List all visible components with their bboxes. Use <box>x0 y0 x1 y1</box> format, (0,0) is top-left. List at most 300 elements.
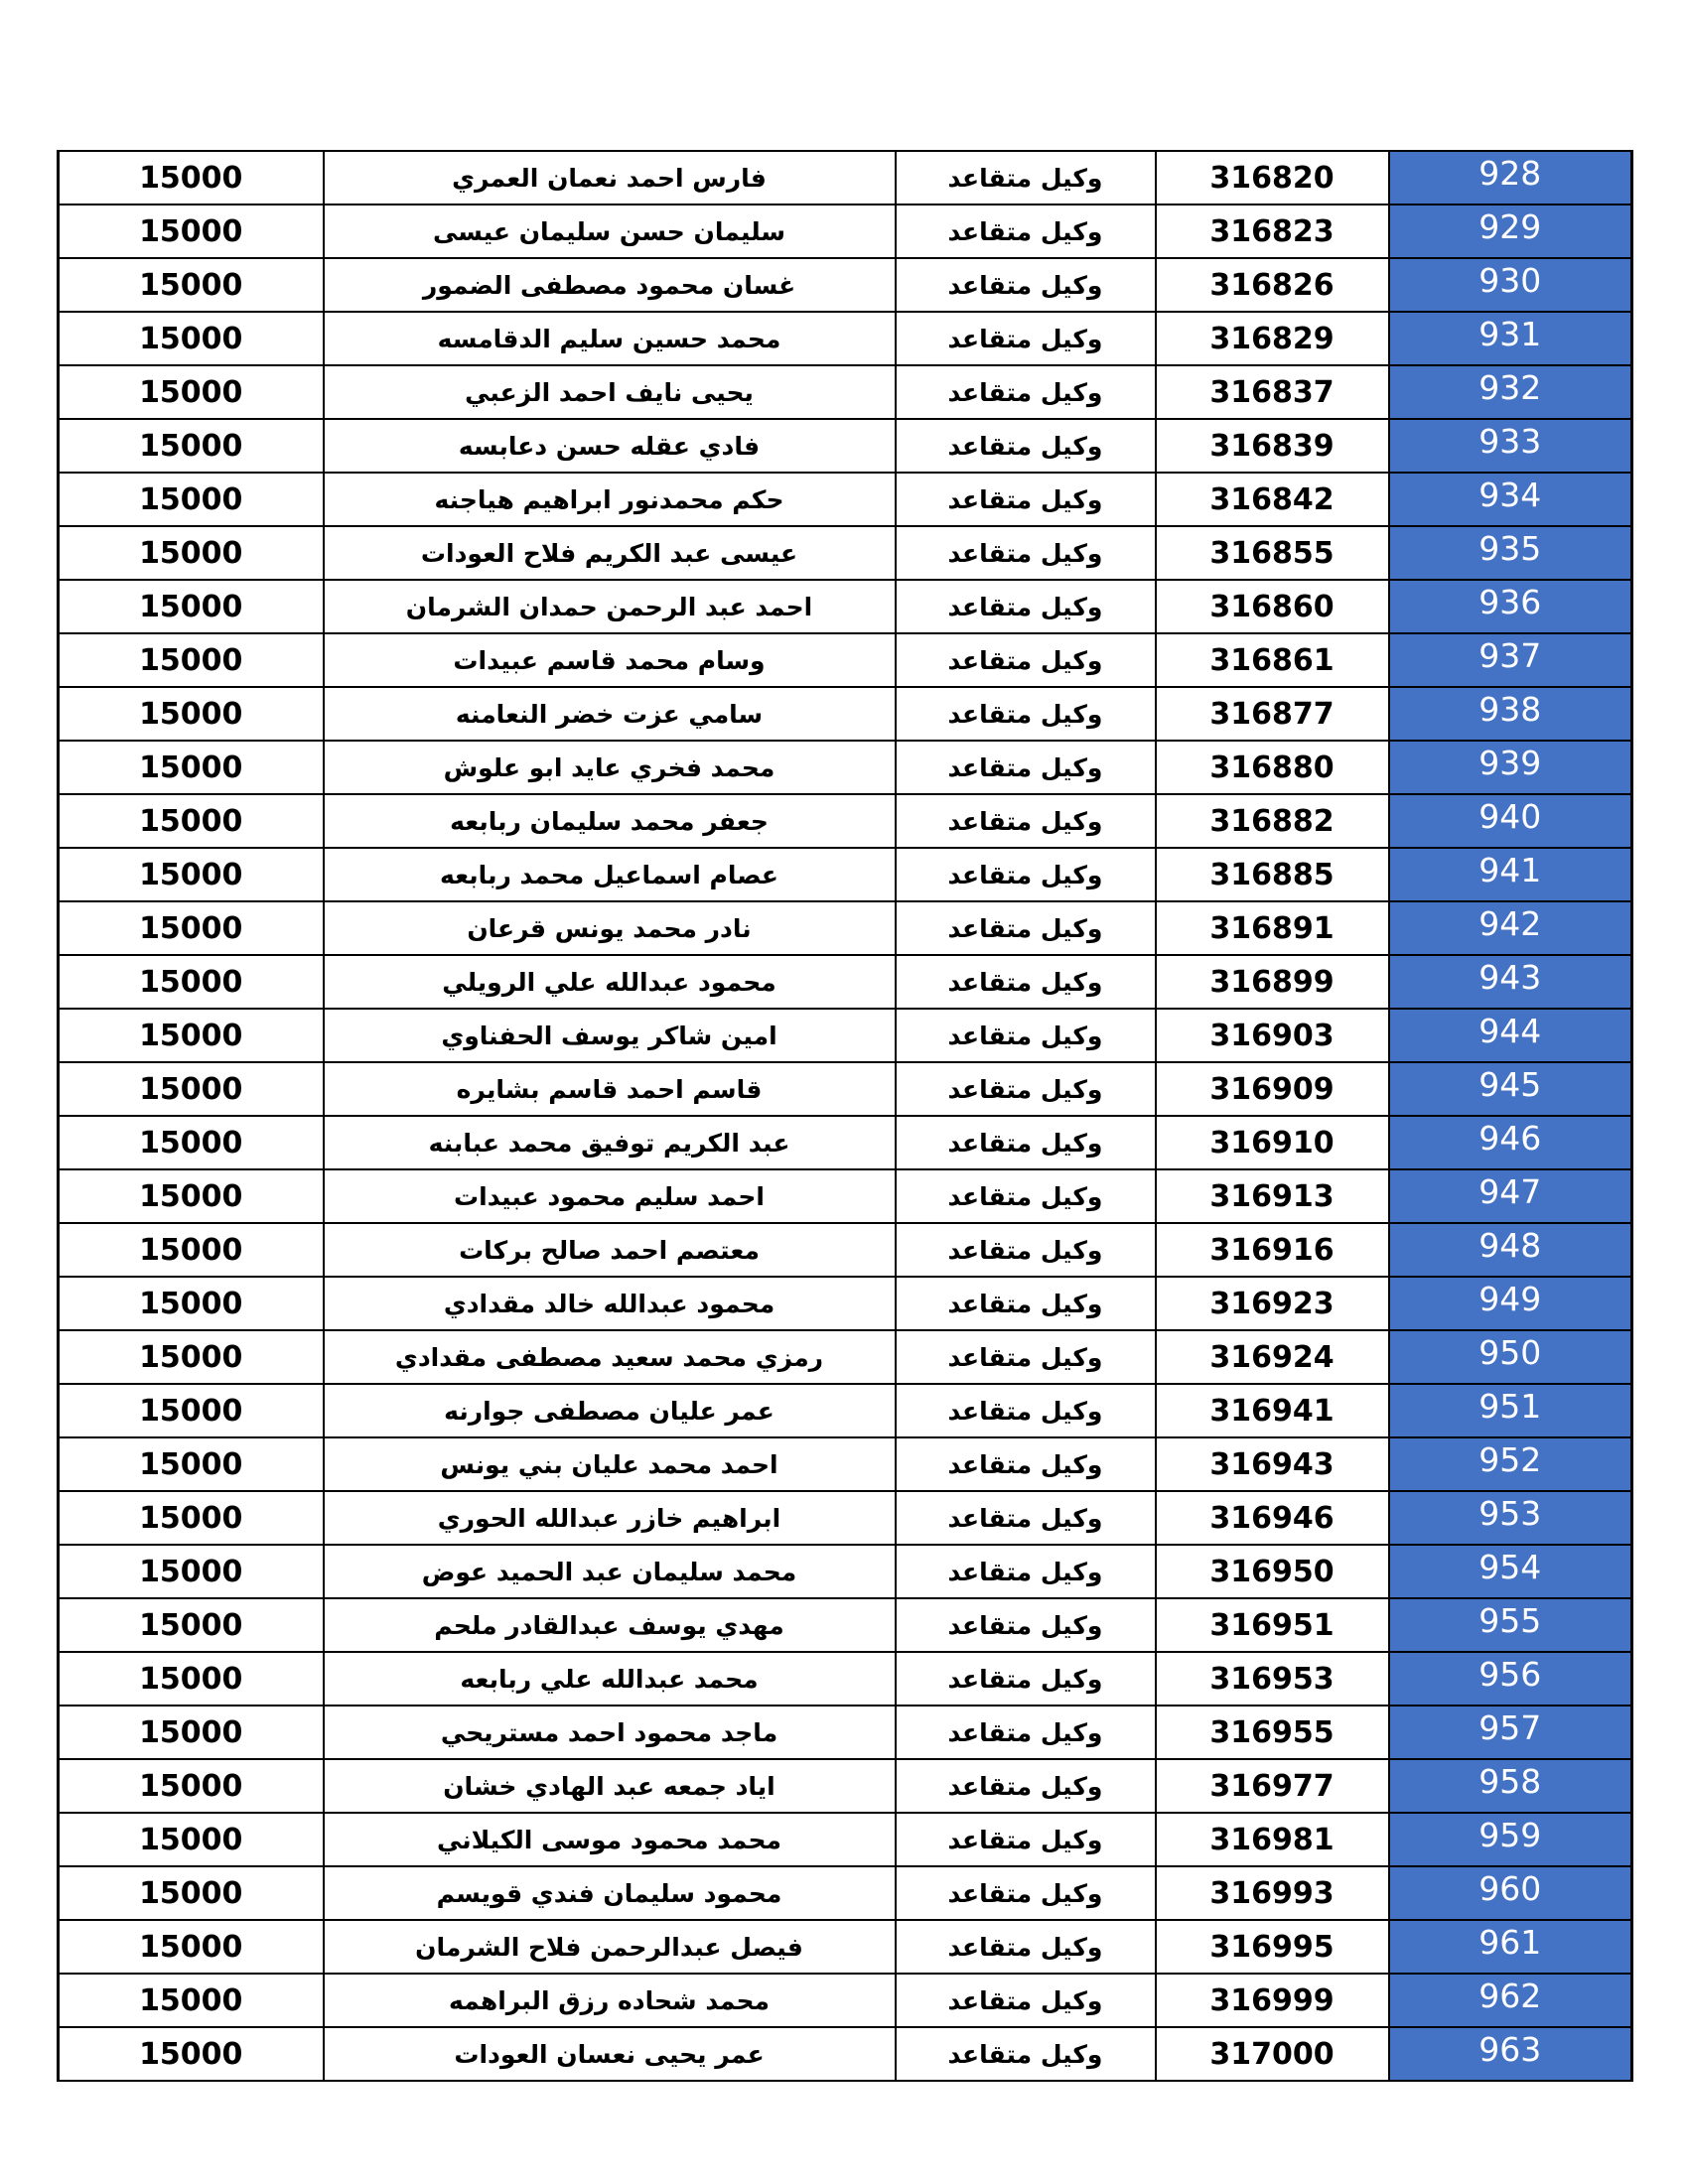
amount-cell-text: 15000 <box>139 964 243 1000</box>
rank-cell <box>896 1974 1156 2027</box>
id-number-cell <box>1156 687 1389 741</box>
sequence-cell <box>1389 633 1632 687</box>
amount-cell-text: 15000 <box>139 1929 243 1965</box>
amount-cell-text: 15000 <box>139 642 243 678</box>
sequence-cell-text: 959 <box>1478 1816 1542 1854</box>
rank-cell-text: وكيل متقاعد <box>947 645 1103 675</box>
rank-cell <box>896 1920 1156 1974</box>
amount-cell-text: 15000 <box>139 1554 243 1589</box>
id-number-cell-text: 316837 <box>1209 374 1335 410</box>
id-number-cell <box>1156 1491 1389 1545</box>
name-cell-text: حكم محمدنور ابراهيم هياجنه <box>434 484 784 514</box>
amount-cell-text: 15000 <box>139 1286 243 1321</box>
name-cell <box>324 741 896 794</box>
amount-cell <box>59 312 324 365</box>
name-cell-text: محمد سليمان عبد الحميد عوض <box>421 1557 797 1586</box>
table-row <box>59 1437 1632 1491</box>
id-number-cell <box>1156 1116 1389 1169</box>
amount-cell-text: 15000 <box>139 160 243 196</box>
amount-cell <box>59 419 324 473</box>
sequence-cell <box>1389 1009 1632 1062</box>
rank-cell <box>896 1062 1156 1116</box>
amount-cell-text: 15000 <box>139 1018 243 1053</box>
sequence-cell <box>1389 1598 1632 1652</box>
sequence-cell-text: 944 <box>1478 1012 1542 1050</box>
rank-cell-text: وكيل متقاعد <box>947 1717 1103 1747</box>
table-row <box>59 741 1632 794</box>
id-number-cell <box>1156 1706 1389 1759</box>
id-number-cell-text: 316860 <box>1209 589 1335 624</box>
name-cell-text: امين شاكر يوسف الحفناوي <box>441 1021 777 1050</box>
rank-cell-text: وكيل متقاعد <box>947 1771 1103 1801</box>
name-cell-text: مهدي يوسف عبدالقادر ملحم <box>434 1610 784 1640</box>
sequence-cell <box>1389 1062 1632 1116</box>
id-number-cell-text: 316981 <box>1209 1822 1335 1857</box>
amount-cell-text: 15000 <box>139 1661 243 1697</box>
id-number-cell <box>1156 741 1389 794</box>
name-cell-text: احمد محمد عليان بني يونس <box>440 1449 778 1479</box>
id-number-cell <box>1156 2027 1389 2081</box>
amount-cell <box>59 205 324 258</box>
amount-cell-text: 15000 <box>139 267 243 303</box>
amount-cell <box>59 687 324 741</box>
id-number-cell <box>1156 1759 1389 1813</box>
sequence-cell <box>1389 955 1632 1009</box>
id-number-cell-text: 316924 <box>1209 1339 1335 1375</box>
sequence-cell-text: 930 <box>1478 261 1542 300</box>
amount-cell <box>59 2027 324 2081</box>
sequence-cell <box>1389 205 1632 258</box>
name-cell-text: محمد محمود موسى الكيلاني <box>437 1825 781 1854</box>
name-cell-text: اياد جمعه عبد الهادي خشان <box>443 1771 775 1801</box>
rank-cell <box>896 1491 1156 1545</box>
id-number-cell <box>1156 633 1389 687</box>
table-row <box>59 1866 1632 1920</box>
rank-cell <box>896 1866 1156 1920</box>
table-row <box>59 1169 1632 1223</box>
rank-cell <box>896 1384 1156 1437</box>
id-number-cell <box>1156 473 1389 526</box>
rank-cell <box>896 848 1156 901</box>
rank-cell <box>896 1652 1156 1706</box>
sequence-cell <box>1389 1277 1632 1330</box>
amount-cell <box>59 1598 324 1652</box>
name-cell-text: احمد سليم محمود عبيدات <box>454 1181 765 1211</box>
sequence-cell-text: 961 <box>1478 1923 1542 1962</box>
rank-cell-text: وكيل متقاعد <box>947 1557 1103 1586</box>
name-cell <box>324 312 896 365</box>
name-cell <box>324 1598 896 1652</box>
amount-cell-text: 15000 <box>139 1768 243 1804</box>
rank-cell <box>896 794 1156 848</box>
name-cell <box>324 1062 896 1116</box>
amount-cell <box>59 1330 324 1384</box>
amount-cell-text: 15000 <box>139 1232 243 1268</box>
table-row <box>59 1062 1632 1116</box>
sequence-cell-text: 953 <box>1478 1494 1542 1533</box>
name-cell-text: محمد شحاده رزق البراهمه <box>448 1985 771 2015</box>
id-number-cell <box>1156 794 1389 848</box>
rank-cell <box>896 473 1156 526</box>
roster-table <box>57 150 1633 2082</box>
name-cell <box>324 687 896 741</box>
name-cell-text: عمر عليان مصطفى جوارنه <box>444 1396 774 1426</box>
sequence-cell <box>1389 1652 1632 1706</box>
amount-cell-text: 15000 <box>139 1500 243 1536</box>
rank-cell-text: وكيل متقاعد <box>947 1396 1103 1426</box>
id-number-cell <box>1156 1974 1389 2027</box>
rank-cell-text: وكيل متقاعد <box>947 806 1103 836</box>
name-cell-text: رمزي محمد سعيد مصطفى مقدادي <box>394 1342 824 1372</box>
name-cell <box>324 1545 896 1598</box>
amount-cell <box>59 848 324 901</box>
sequence-cell <box>1389 526 1632 580</box>
amount-cell-text: 15000 <box>139 1446 243 1482</box>
name-cell-text: محمد عبدالله علي ربابعه <box>460 1664 759 1694</box>
sequence-cell-text: 937 <box>1478 636 1542 675</box>
amount-cell-text: 15000 <box>139 857 243 892</box>
rank-cell <box>896 1545 1156 1598</box>
name-cell <box>324 1384 896 1437</box>
amount-cell-text: 15000 <box>139 535 243 571</box>
table-row <box>59 205 1632 258</box>
table-row <box>59 1277 1632 1330</box>
sequence-cell-text: 941 <box>1478 851 1542 889</box>
id-number-cell-text: 316882 <box>1209 803 1335 839</box>
amount-cell-text: 15000 <box>139 1393 243 1429</box>
table-row <box>59 312 1632 365</box>
id-number-cell-text: 316839 <box>1209 428 1335 464</box>
name-cell-text: ماجد محمود احمد مستريحي <box>440 1717 778 1747</box>
id-number-cell-text: 316999 <box>1209 1982 1335 2018</box>
sequence-cell <box>1389 1169 1632 1223</box>
rank-cell-text: وكيل متقاعد <box>947 1289 1103 1318</box>
sequence-cell <box>1389 1384 1632 1437</box>
id-number-cell <box>1156 1920 1389 1974</box>
name-cell-text: يحيى نايف احمد الزعبي <box>465 377 754 407</box>
amount-cell <box>59 526 324 580</box>
amount-cell-text: 15000 <box>139 481 243 517</box>
amount-cell <box>59 1116 324 1169</box>
table-row <box>59 1116 1632 1169</box>
sequence-cell-text: 962 <box>1478 1977 1542 2015</box>
rank-cell <box>896 312 1156 365</box>
rank-cell-text: وكيل متقاعد <box>947 1235 1103 1265</box>
name-cell-text: عصام اسماعيل محمد ربابعه <box>440 860 778 889</box>
name-cell-text: محمد حسين سليم الدقامسه <box>437 324 781 353</box>
amount-cell <box>59 1813 324 1866</box>
rank-cell-text: وكيل متقاعد <box>947 377 1103 407</box>
id-number-cell-text: 316910 <box>1209 1125 1335 1160</box>
amount-cell-text: 15000 <box>139 910 243 946</box>
sequence-cell-text: 943 <box>1478 958 1542 997</box>
id-number-cell <box>1156 901 1389 955</box>
table-row <box>59 1223 1632 1277</box>
rank-cell-text: وكيل متقاعد <box>947 699 1103 729</box>
table-row <box>59 1330 1632 1384</box>
id-number-cell-text: 316950 <box>1209 1554 1335 1589</box>
amount-cell-text: 15000 <box>139 1982 243 2018</box>
amount-cell-text: 15000 <box>139 1071 243 1107</box>
name-cell-text: فارس احمد نعمان العمري <box>452 163 767 193</box>
sequence-cell-text: 952 <box>1478 1440 1542 1479</box>
table-row <box>59 258 1632 312</box>
sequence-cell-text: 931 <box>1478 315 1542 353</box>
rank-cell <box>896 1598 1156 1652</box>
id-number-cell-text: 316923 <box>1209 1286 1335 1321</box>
sequence-cell-text: 958 <box>1478 1762 1542 1801</box>
name-cell <box>324 1009 896 1062</box>
rank-cell-text: وكيل متقاعد <box>947 324 1103 353</box>
sequence-cell <box>1389 848 1632 901</box>
rank-cell <box>896 1169 1156 1223</box>
sequence-cell-text: 939 <box>1478 744 1542 782</box>
id-number-cell-text: 316899 <box>1209 964 1335 1000</box>
name-cell-text: نادر محمد يونس قرعان <box>467 913 752 943</box>
id-number-cell-text: 316891 <box>1209 910 1335 946</box>
sequence-cell <box>1389 1223 1632 1277</box>
table-row <box>59 687 1632 741</box>
name-cell-text: عمر يحيى نعسان العودات <box>454 2039 765 2069</box>
amount-cell <box>59 1759 324 1813</box>
sequence-cell <box>1389 1813 1632 1866</box>
id-number-cell <box>1156 1545 1389 1598</box>
amount-cell-text: 15000 <box>139 1125 243 1160</box>
amount-cell-text: 15000 <box>139 696 243 732</box>
sequence-cell-text: 960 <box>1478 1869 1542 1908</box>
sequence-cell-text: 955 <box>1478 1601 1542 1640</box>
sequence-cell-text: 963 <box>1478 2030 1542 2069</box>
amount-cell-text: 15000 <box>139 1607 243 1643</box>
name-cell-text: محمود عبدالله خالد مقدادي <box>443 1289 775 1318</box>
name-cell <box>324 473 896 526</box>
name-cell-text: معتصم احمد صالح بركات <box>459 1235 760 1265</box>
id-number-cell <box>1156 1169 1389 1223</box>
id-number-cell <box>1156 365 1389 419</box>
sequence-cell-text: 928 <box>1478 154 1542 193</box>
rank-cell <box>896 365 1156 419</box>
amount-cell <box>59 1974 324 2027</box>
id-number-cell-text: 316829 <box>1209 321 1335 356</box>
name-cell <box>324 2027 896 2081</box>
amount-cell <box>59 955 324 1009</box>
id-number-cell-text: 316953 <box>1209 1661 1335 1697</box>
id-number-cell <box>1156 1866 1389 1920</box>
sequence-cell-text: 940 <box>1478 797 1542 836</box>
sequence-cell <box>1389 2027 1632 2081</box>
name-cell-text: سامي عزت خضر النعامنه <box>455 699 764 729</box>
sequence-cell <box>1389 151 1632 205</box>
sequence-cell <box>1389 901 1632 955</box>
name-cell-text: فادي عقله حسن دعابسه <box>458 431 761 461</box>
amount-cell <box>59 1277 324 1330</box>
table-row <box>59 1920 1632 1974</box>
id-number-cell-text: 316909 <box>1209 1071 1335 1107</box>
name-cell <box>324 205 896 258</box>
name-cell <box>324 1920 896 1974</box>
name-cell <box>324 151 896 205</box>
id-number-cell-text: 316946 <box>1209 1500 1335 1536</box>
id-number-cell-text: 316995 <box>1209 1929 1335 1965</box>
rank-cell <box>896 687 1156 741</box>
amount-cell <box>59 1437 324 1491</box>
rank-cell-text: وكيل متقاعد <box>947 1342 1103 1372</box>
amount-cell-text: 15000 <box>139 428 243 464</box>
sequence-cell-text: 933 <box>1478 422 1542 461</box>
id-number-cell <box>1156 1330 1389 1384</box>
amount-cell-text: 15000 <box>139 2036 243 2072</box>
name-cell-text: جعفر محمد سليمان ربابعه <box>450 806 769 836</box>
amount-cell <box>59 1384 324 1437</box>
id-number-cell <box>1156 205 1389 258</box>
sequence-cell <box>1389 258 1632 312</box>
amount-cell-text: 15000 <box>139 1822 243 1857</box>
sequence-cell <box>1389 1920 1632 1974</box>
name-cell <box>324 1652 896 1706</box>
sequence-cell-text: 954 <box>1478 1548 1542 1586</box>
table-row <box>59 1974 1632 2027</box>
id-number-cell <box>1156 955 1389 1009</box>
name-cell-text: ابراهيم خازر عبدالله الحوري <box>437 1503 781 1533</box>
table-row <box>59 1491 1632 1545</box>
id-number-cell-text: 316877 <box>1209 696 1335 732</box>
rank-cell <box>896 1223 1156 1277</box>
sequence-cell-text: 935 <box>1478 529 1542 568</box>
rank-cell <box>896 580 1156 633</box>
table-row <box>59 151 1632 205</box>
table-row <box>59 419 1632 473</box>
rank-cell <box>896 151 1156 205</box>
sequence-cell <box>1389 1491 1632 1545</box>
sequence-cell-text: 945 <box>1478 1065 1542 1104</box>
table-row <box>59 1813 1632 1866</box>
name-cell <box>324 258 896 312</box>
name-cell-text: فيصل عبدالرحمن فلاح الشرمان <box>415 1932 803 1962</box>
id-number-cell-text: 316916 <box>1209 1232 1335 1268</box>
rank-cell-text: وكيل متقاعد <box>947 163 1103 193</box>
id-number-cell-text: 316880 <box>1209 750 1335 785</box>
id-number-cell <box>1156 848 1389 901</box>
sequence-cell <box>1389 794 1632 848</box>
name-cell <box>324 1974 896 2027</box>
amount-cell-text: 15000 <box>139 1875 243 1911</box>
rank-cell-text: وكيل متقاعد <box>947 1074 1103 1104</box>
sequence-cell-text: 934 <box>1478 476 1542 514</box>
rank-cell-text: وكيل متقاعد <box>947 1985 1103 2015</box>
name-cell <box>324 580 896 633</box>
rank-cell-text: وكيل متقاعد <box>947 1449 1103 1479</box>
id-number-cell-text: 316913 <box>1209 1178 1335 1214</box>
sequence-cell <box>1389 1330 1632 1384</box>
amount-cell <box>59 580 324 633</box>
name-cell <box>324 1277 896 1330</box>
id-number-cell <box>1156 1223 1389 1277</box>
sequence-cell-text: 946 <box>1478 1119 1542 1158</box>
rank-cell <box>896 1437 1156 1491</box>
rank-cell <box>896 1706 1156 1759</box>
name-cell-text: محمود عبدالله علي الرويلي <box>442 967 776 997</box>
amount-cell <box>59 1491 324 1545</box>
id-number-cell-text: 316885 <box>1209 857 1335 892</box>
name-cell <box>324 955 896 1009</box>
name-cell-text: محمود سليمان فندي قويسم <box>436 1878 782 1908</box>
rank-cell-text: وكيل متقاعد <box>947 967 1103 997</box>
name-cell <box>324 1116 896 1169</box>
name-cell <box>324 1169 896 1223</box>
roster-sheet <box>57 150 1630 2082</box>
id-number-cell-text: 316861 <box>1209 642 1335 678</box>
name-cell <box>324 794 896 848</box>
amount-cell <box>59 1545 324 1598</box>
amount-cell <box>59 901 324 955</box>
rank-cell <box>896 526 1156 580</box>
amount-cell <box>59 1009 324 1062</box>
sequence-cell <box>1389 741 1632 794</box>
rank-cell <box>896 901 1156 955</box>
amount-cell <box>59 1920 324 1974</box>
sequence-cell <box>1389 1545 1632 1598</box>
sequence-cell <box>1389 419 1632 473</box>
amount-cell-text: 15000 <box>139 589 243 624</box>
id-number-cell <box>1156 1009 1389 1062</box>
amount-cell <box>59 365 324 419</box>
id-number-cell <box>1156 312 1389 365</box>
sequence-cell-text: 932 <box>1478 368 1542 407</box>
rank-cell-text: وكيل متقاعد <box>947 431 1103 461</box>
name-cell-text: عيسى عبد الكريم فلاح العودات <box>420 538 798 568</box>
sequence-cell <box>1389 1974 1632 2027</box>
amount-cell-text: 15000 <box>139 213 243 249</box>
rank-cell <box>896 258 1156 312</box>
rank-cell-text: وكيل متقاعد <box>947 216 1103 246</box>
id-number-cell <box>1156 1813 1389 1866</box>
name-cell <box>324 1223 896 1277</box>
amount-cell-text: 15000 <box>139 750 243 785</box>
sequence-cell-text: 947 <box>1478 1172 1542 1211</box>
sequence-cell-text: 938 <box>1478 690 1542 729</box>
table-row <box>59 1545 1632 1598</box>
amount-cell <box>59 741 324 794</box>
rank-cell-text: وكيل متقاعد <box>947 1825 1103 1854</box>
amount-cell-text: 15000 <box>139 803 243 839</box>
sequence-cell <box>1389 1706 1632 1759</box>
sequence-cell <box>1389 1116 1632 1169</box>
rank-cell-text: وكيل متقاعد <box>947 1021 1103 1050</box>
sequence-cell <box>1389 365 1632 419</box>
rank-cell <box>896 1116 1156 1169</box>
rank-cell <box>896 633 1156 687</box>
amount-cell-text: 15000 <box>139 1339 243 1375</box>
name-cell-text: قاسم احمد قاسم بشايره <box>456 1074 763 1104</box>
sequence-cell-text: 957 <box>1478 1708 1542 1747</box>
table-row <box>59 1759 1632 1813</box>
rank-cell <box>896 205 1156 258</box>
table-row <box>59 526 1632 580</box>
sequence-cell <box>1389 687 1632 741</box>
sequence-cell <box>1389 580 1632 633</box>
id-number-cell-text: 316823 <box>1209 213 1335 249</box>
rank-cell-text: وكيل متقاعد <box>947 1932 1103 1962</box>
table-row <box>59 2027 1632 2081</box>
table-row <box>59 1598 1632 1652</box>
id-number-cell-text: 316993 <box>1209 1875 1335 1911</box>
sequence-cell <box>1389 1759 1632 1813</box>
sequence-cell <box>1389 473 1632 526</box>
table-row <box>59 1706 1632 1759</box>
name-cell <box>324 1330 896 1384</box>
table-row <box>59 580 1632 633</box>
id-number-cell <box>1156 1598 1389 1652</box>
